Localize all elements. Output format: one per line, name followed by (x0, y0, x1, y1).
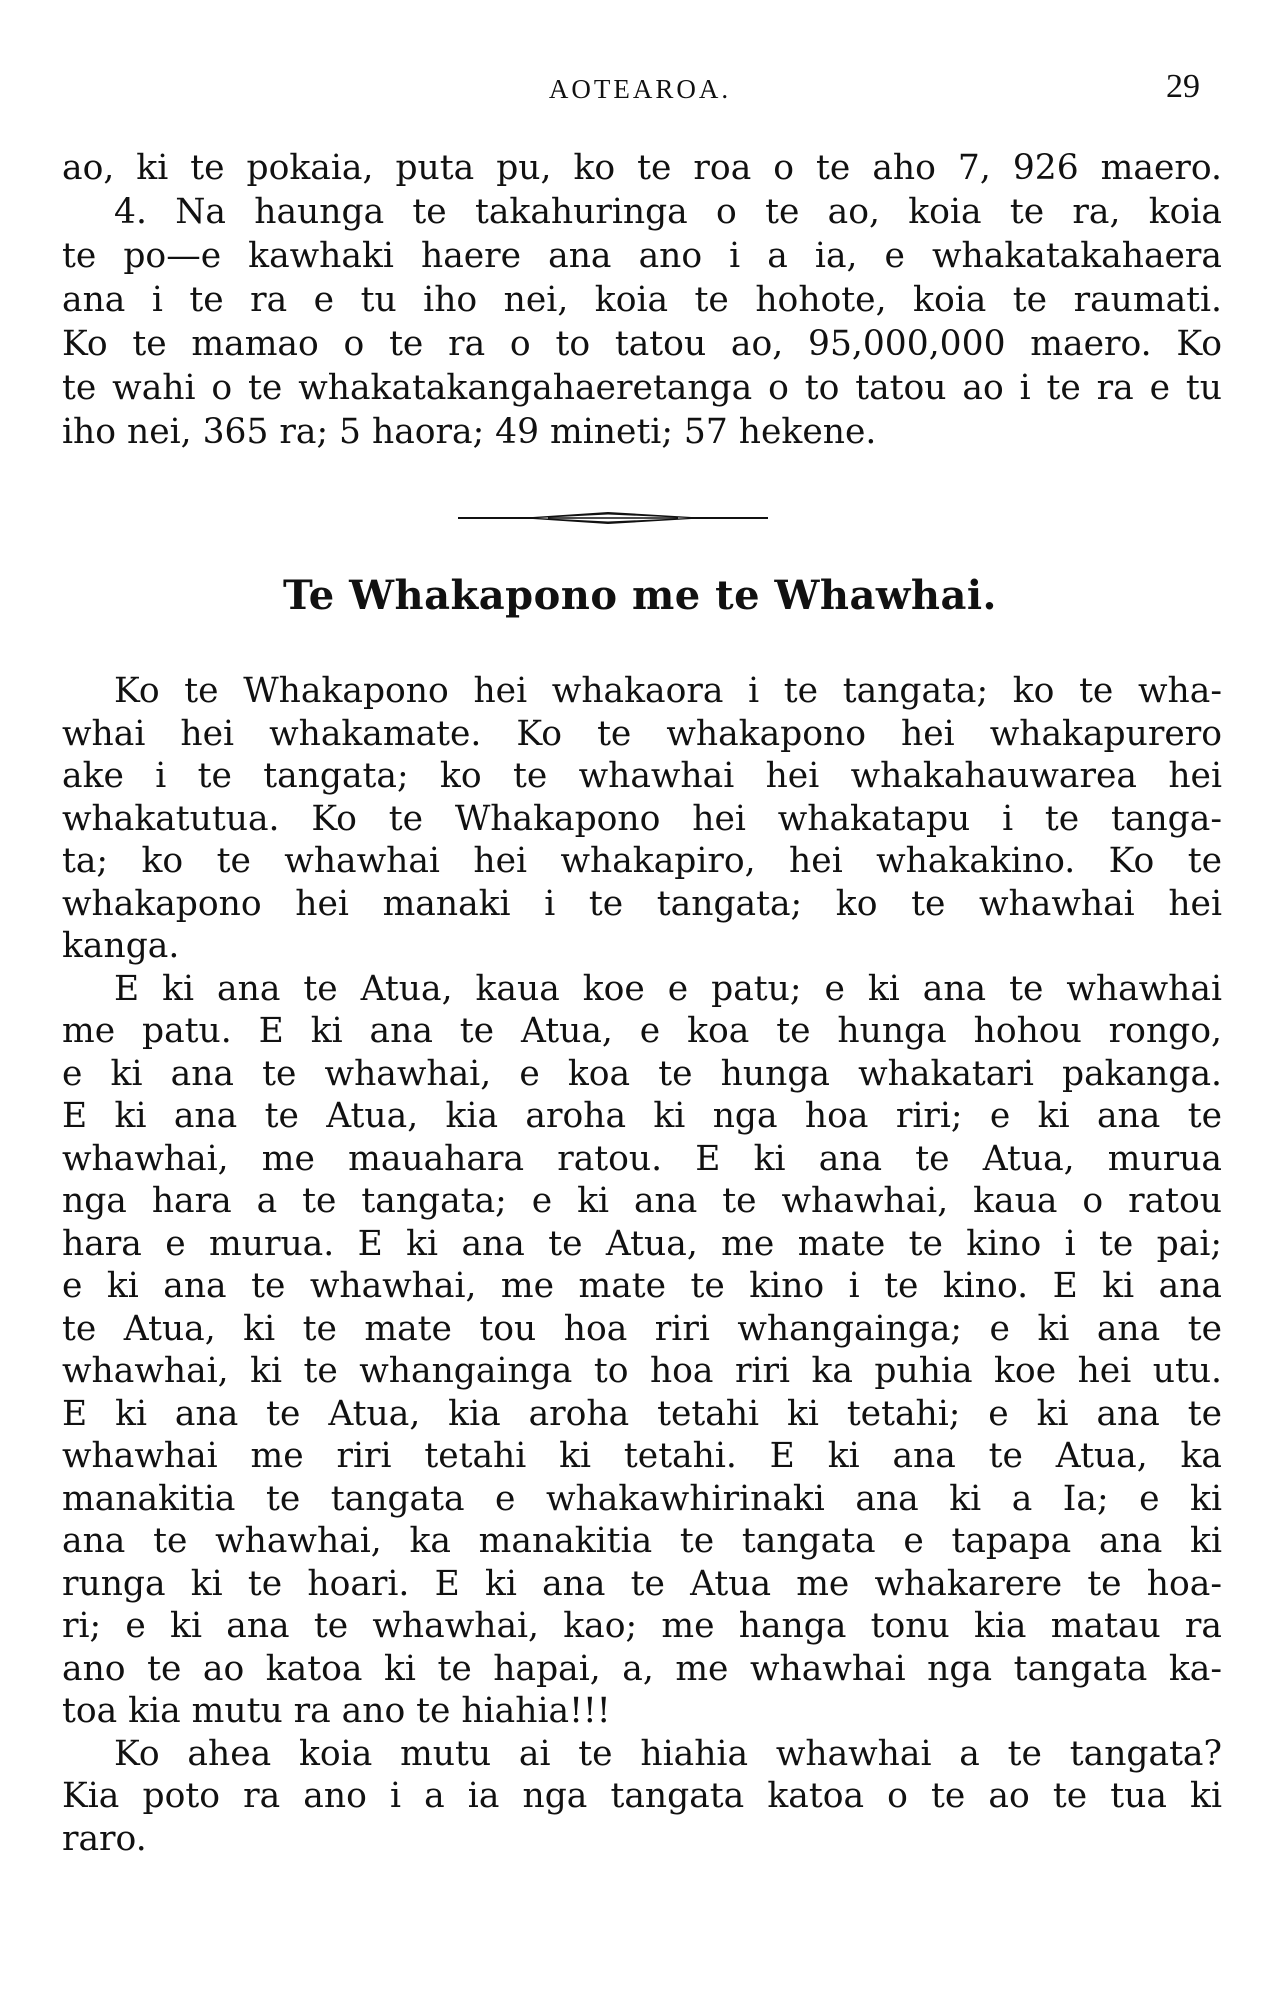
section-title: Te Whakapono me te Whawhai. (283, 572, 997, 619)
section-1-text (62, 146, 1222, 454)
ornamental-divider (458, 498, 768, 538)
text-line: ana i te ra e tu iho nei, koia te hohote, koia te raumati. (62, 280, 1222, 320)
text-line: ao, ki te pokaia, puta pu, ko te roa o te aho 7, 926 maero. (62, 148, 1222, 188)
text-line: e ki ana te whawhai, me mate te kino i te kino. E ki ana (62, 1266, 1222, 1306)
text-line: te Atua, ki te mate tou hoa riri whangainga; e ki ana te (62, 1308, 1222, 1349)
text-line: whawhai, me mauahara ratou. E ki ana te Atua, murua (62, 1138, 1222, 1179)
text-line: ake i te tangata; ko te whawhai hei whakahauwarea hei (62, 756, 1222, 796)
running-title: AOTEAROA. (548, 74, 732, 104)
text-line: ri; e ki ana te whawhai, kao; me hanga tonu kia matau ra (62, 1606, 1222, 1646)
page-number: 29 (1166, 68, 1200, 105)
text-line: te po—e kawhaki haere ana ano i a ia, e whakatakahaera (62, 236, 1222, 276)
text-line: te wahi o te whakatakangahaeretanga o to tatou ao i te ra e tu (62, 368, 1222, 408)
text-line: toa kia mutu ra ano te hiahia!!! (62, 1691, 611, 1731)
text-line: nga hara a te tangata; e ki ana te whawhai, kaua o ratou (62, 1181, 1222, 1221)
section-2-text (62, 670, 1222, 1860)
text-line: Kia poto ra ano i a ia nga tangata katoa o te ao te tua ki (62, 1776, 1222, 1816)
text-line: whawhai, ki te whangainga to hoa riri ka puhia koe hei utu. (62, 1351, 1222, 1391)
text-line: me patu. E ki ana te Atua, e koa te hunga hohou rongo, (62, 1011, 1222, 1051)
text-line: hara e murua. E ki ana te Atua, me mate te kino i te pai; (62, 1223, 1222, 1264)
text-line: 4. Na haunga te takahuringa o te ao, koia te ra, koia (114, 192, 1222, 232)
text-line: runga ki te hoari. E ki ana te Atua me whakarere te hoa- (62, 1563, 1222, 1604)
text-line: ana te whawhai, ka manakitia te tangata e tapapa ana ki (62, 1521, 1222, 1561)
text-line: iho nei, 365 ra; 5 haora; 49 mineti; 57 hekene. (62, 412, 877, 452)
text-line: Ko te Whakapono hei whakaora i te tangata; ko te wha- (114, 671, 1222, 711)
text-line: raro. (62, 1818, 147, 1859)
text-line: e ki ana te whawhai, e koa te hunga whakatari pakanga. (62, 1053, 1222, 1094)
text-line: whawhai me riri tetahi ki tetahi. E ki ana te Atua, ka (62, 1436, 1222, 1476)
text-line: manakitia te tangata e whakawhirinaki ana ki a Ia; e ki (62, 1478, 1222, 1519)
text-line: E ki ana te Atua, kia aroha ki nga hoa riri; e ki ana te (62, 1096, 1222, 1136)
text-line: ano te ao katoa ki te hapai, a, me whawhai nga tangata ka- (62, 1648, 1222, 1689)
text-line: E ki ana te Atua, kia aroha tetahi ki tetahi; e ki ana te (62, 1393, 1222, 1434)
text-line: whakapono hei manaki i te tangata; ko te whawhai hei (62, 883, 1222, 924)
page-header (60, 68, 1220, 118)
text-line: kanga. (62, 926, 180, 966)
text-line: whakatutua. Ko te Whakapono hei whakatapu i te tanga- (62, 798, 1222, 839)
text-line: E ki ana te Atua, kaua koe e patu; e ki ana te whawhai (114, 968, 1222, 1009)
text-line: Ko te mamao o te ra o to tatou ao, 95,000,000 maero. Ko (62, 324, 1222, 364)
text-line: Ko ahea koia mutu ai te hiahia whawhai a te tangata? (114, 1733, 1222, 1774)
text-line: whai hei whakamate. Ko te whakapono hei whakapurero (62, 713, 1222, 754)
text-line: ta; ko te whawhai hei whakapiro, hei whakakino. Ko te (62, 841, 1222, 881)
